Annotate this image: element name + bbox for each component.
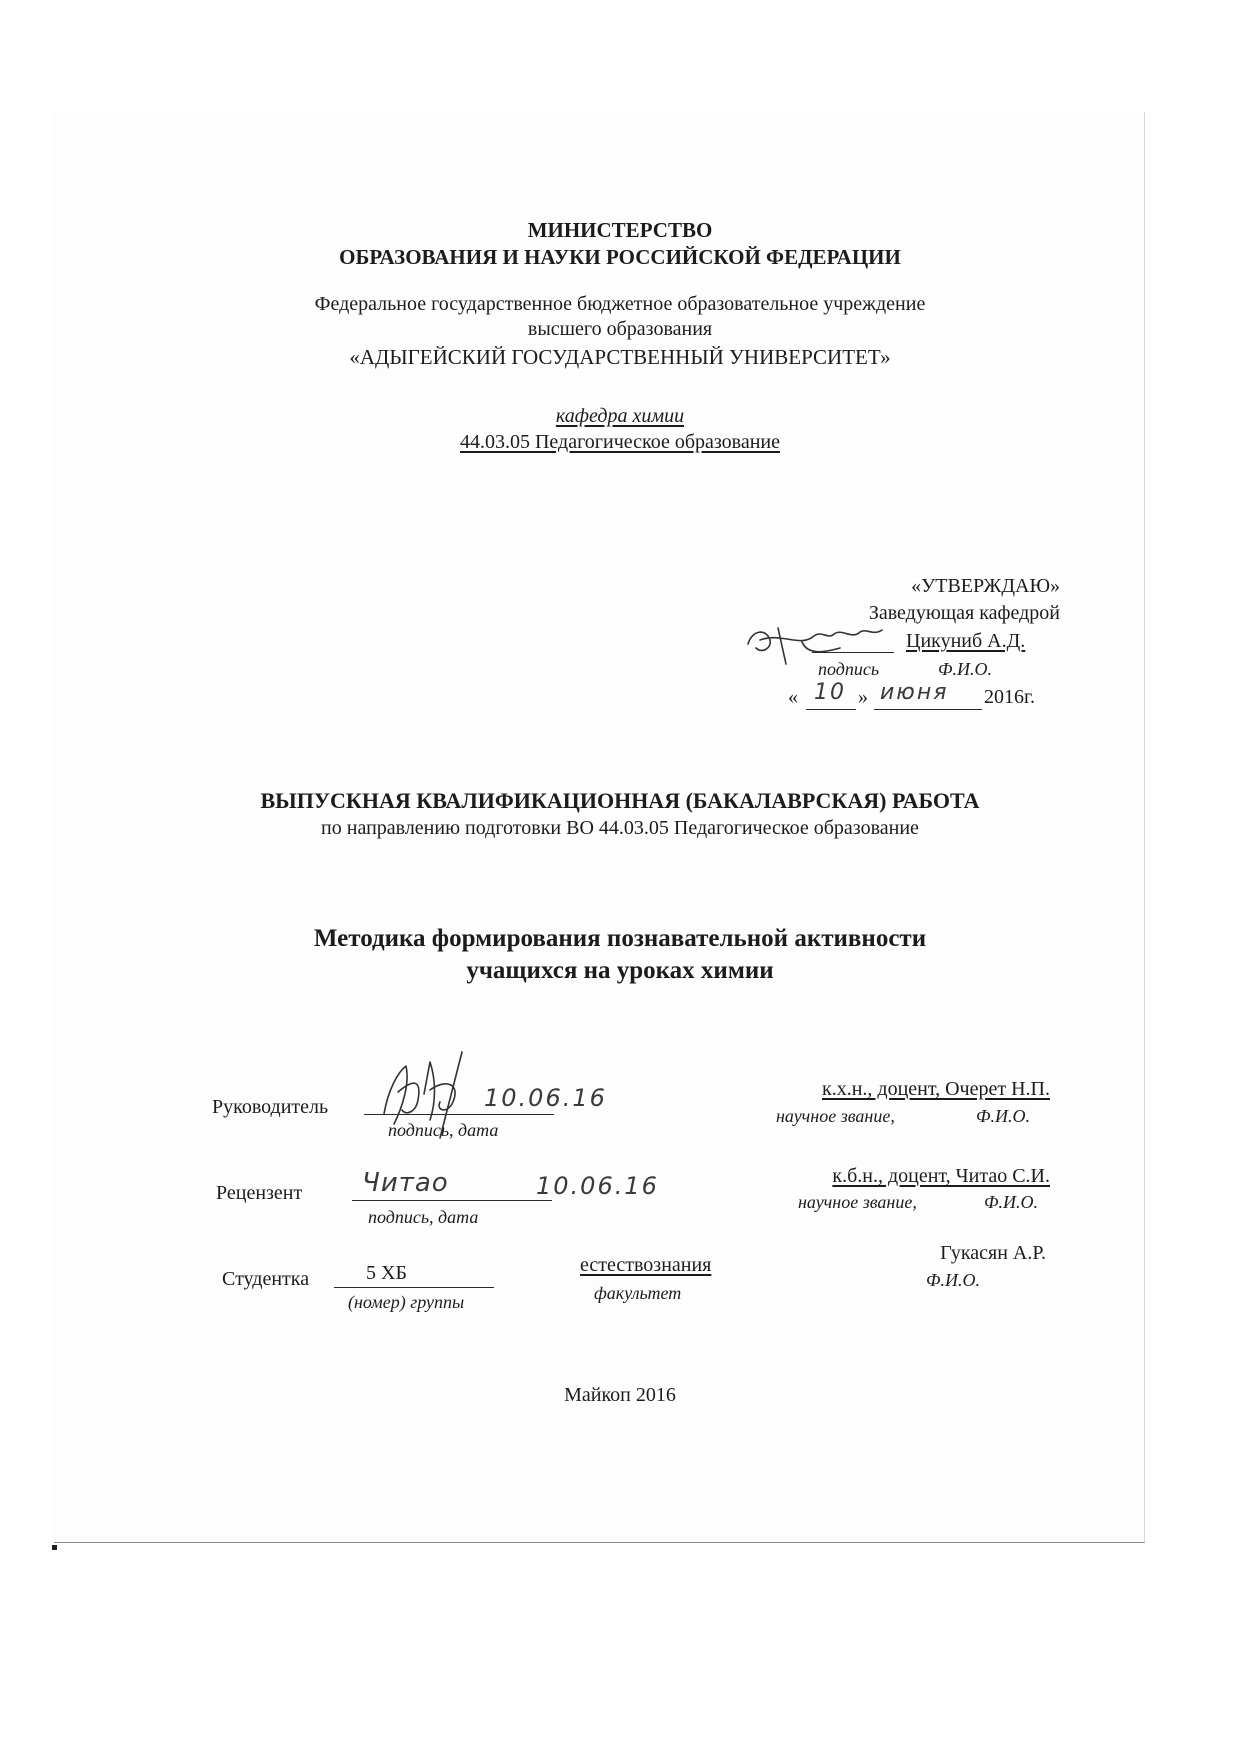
student-name-caption: Ф.И.О.	[926, 1270, 980, 1290]
program: 44.03.05 Педагогическое образование	[459, 431, 781, 453]
supervisor-signature-caption: подпись, дата	[388, 1120, 499, 1140]
faculty-caption: факультет	[594, 1283, 682, 1303]
supervisor-degree-caption: научное звание,	[776, 1106, 895, 1126]
student-role: Студентка	[222, 1268, 310, 1290]
reviewer-degree-name: к.б.н., доцент, Читао С.И.	[832, 1165, 1050, 1187]
reviewer-degree-caption: научное звание,	[798, 1192, 917, 1212]
student-faculty: естествознания	[580, 1254, 712, 1276]
ministry-line-1: МИНИСТЕРСТВО	[527, 218, 713, 242]
supervisor-role: Руководитель	[212, 1096, 329, 1118]
institution-type-line-2: высшего образования	[527, 318, 713, 340]
group-line	[334, 1287, 494, 1288]
date-day-line	[806, 709, 856, 710]
head-name-caption: Ф.И.О.	[938, 659, 992, 679]
thesis-title-line-2: учащихся на уроках химии	[466, 957, 774, 984]
date-close-quote: »	[858, 686, 868, 708]
date-month-line	[874, 709, 982, 710]
head-signature-caption: подпись	[818, 659, 880, 679]
department: кафедра химии	[555, 405, 685, 427]
reviewer-name-caption: Ф.И.О.	[984, 1192, 1038, 1212]
approval-position: Заведующая кафедрой	[868, 602, 1060, 624]
ministry-line-2: ОБРАЗОВАНИЯ И НАУКИ РОССИЙСКОЙ ФЕДЕРАЦИИ	[339, 245, 901, 269]
reviewer-signature: Читао	[362, 1168, 449, 1198]
university-name: «АДЫГЕЙСКИЙ ГОСУДАРСТВЕННЫЙ УНИВЕРСИТЕТ»	[349, 345, 891, 369]
reviewer-signature-caption: подпись, дата	[368, 1207, 479, 1227]
reviewer-date: 10.06.16	[536, 1172, 659, 1200]
date-open-quote: «	[788, 686, 798, 708]
student-group: 5 ХБ	[366, 1262, 407, 1284]
supervisor-degree-name: к.х.н., доцент, Очерет Н.П.	[822, 1078, 1050, 1100]
date-month: июня	[880, 680, 949, 705]
group-caption: (номер) группы	[348, 1292, 465, 1312]
reviewer-role: Рецензент	[216, 1182, 303, 1204]
approval-stamp: «УТВЕРЖДАЮ»	[911, 575, 1060, 597]
work-direction: по направлению подготовки ВО 44.03.05 Педагогическое образование	[321, 817, 919, 839]
date-day: 10	[814, 680, 846, 705]
work-type: ВЫПУСКНАЯ КВАЛИФИКАЦИОННАЯ (БАКАЛАВРСКАЯ) РАБОТА	[260, 788, 980, 813]
reviewer-signature-line	[352, 1200, 552, 1201]
student-name: Гукасян А.Р.	[940, 1242, 1046, 1264]
institution-type-line-1: Федеральное государственное бюджетное образовательное учреждение	[314, 293, 926, 315]
date-year: 2016г.	[984, 686, 1035, 708]
thesis-title-line-1: Методика формирования познавательной активности	[313, 925, 927, 952]
head-name: Цикуниб А.Д.	[906, 630, 1026, 652]
supervisor-name-caption: Ф.И.О.	[976, 1106, 1030, 1126]
scan-mark	[52, 1545, 57, 1550]
supervisor-date: 10.06.16	[484, 1084, 607, 1112]
city-year: Майкоп 2016	[564, 1384, 676, 1406]
